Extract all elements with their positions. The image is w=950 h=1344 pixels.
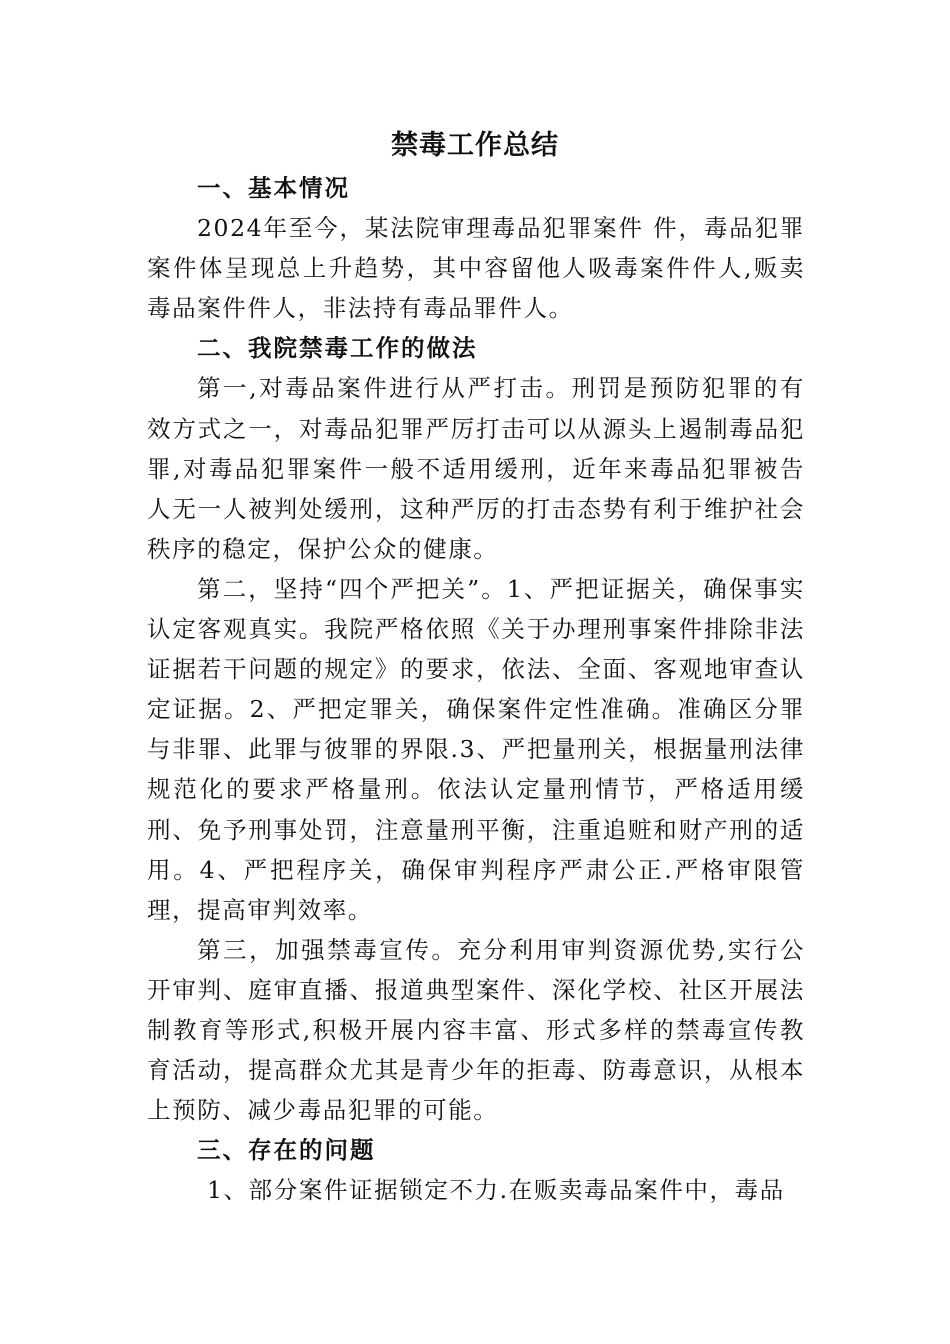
paragraph-practice-1: 第一,对毒品案件进行从严打击。刑罚是预防犯罪的有效方式之一，对毒品犯罪严厉打击可以从源头上遏制毒品犯罪,对毒品犯罪案件一般不适用缓刑，近年来毒品犯罪被告人无一人被判处缓刑，这种严厉的打击态势有利于维护社会秩序的稳定，保护公众的健康。	[147, 374, 805, 563]
paragraph-problem-1: 1、部分案件证据锁定不力.在贩卖毒品案件中，毒品	[207, 1176, 785, 1205]
section-heading-basic: 一、基本情况	[197, 174, 350, 202]
paragraph-basic-situation: 2024年至今，某法院审理毒品犯罪案件 件，毒品犯罪案件体呈现总上升趋势，其中容留他人吸毒案件件人,贩卖毒品案件件人，非法持有毒品罪件人。	[147, 214, 805, 323]
document-body	[147, 168, 805, 1210]
section-heading-practices: 二、我院禁毒工作的做法	[197, 334, 478, 363]
paragraph-practice-2: 第二，坚持“四个严把关”。1、严把证据关，确保事实认定客观真实。我院严格依照《关于办理刑事案件排除非法证据若干问题的规定》的要求，依法、全面、客观地审查认定证据。2、严把定罪关，确保案件定性准确。准确区分罪与非罪、此罪与彼罪的界限.3、严把量刑关，根据量刑法律规范化的要求严格量刑。依法认定量刑情节，严格适用缓刑、免予刑事处罚，注意量刑平衡，注重追赃和财产刑的适用。4、严把程序关，确保审判程序严肃公正.严格审限管理，提高审判效率。	[147, 574, 805, 924]
document-title: 禁毒工作总结	[391, 130, 559, 161]
section-heading-problems: 三、存在的问题	[197, 1136, 376, 1165]
paragraph-practice-3: 第三，加强禁毒宣传。充分利用审判资源优势,实行公开审判、庭审直播、报道典型案件、深化学校、社区开展法制教育等形式,积极开展内容丰富、形式多样的禁毒宣传教育活动，提高群众尤其是青少年的拒毒、防毒意识，从根本上预防、减少毒品犯罪的可能。	[147, 935, 805, 1125]
